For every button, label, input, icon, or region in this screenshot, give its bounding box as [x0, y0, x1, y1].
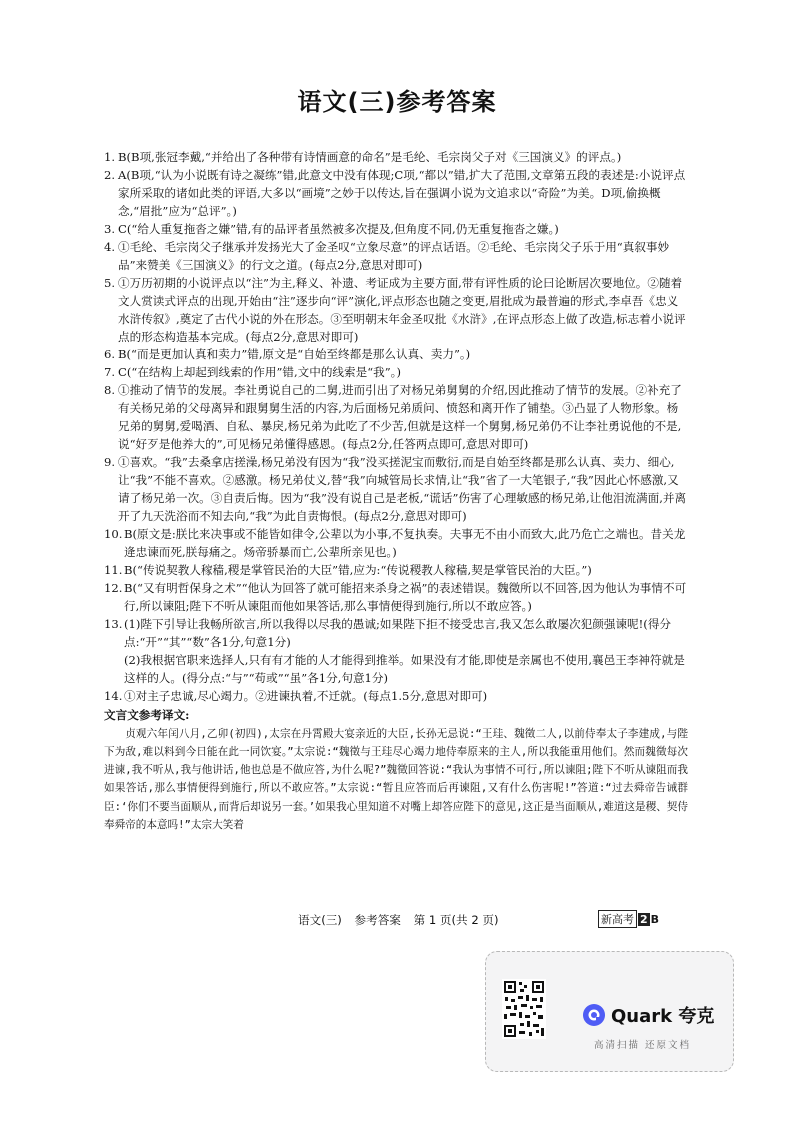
answer-text: B(“又有明哲保身之术”“他认为回答了就可能招来杀身之祸”的表述错误。魏徵所以不回答,因为他认为事情不可行,所以谏阻;陛下不听从谏阻而他如果答话,那么事情便得到施行,所以不敢应答。) — [124, 580, 687, 613]
answer-text: ①推动了情节的发展。李社勇说自己的二舅,进而引出了对杨兄弟舅舅的介绍,因此推动了情节的发展。②补充了有关杨兄弟的父母离异和跟舅舅生活的内容,为后面杨兄弟质问、愤怒和离开作了铺垫。③凸显了人物形象。杨兄弟的舅舅,爱喝酒、自私、暴戾,杨兄弟为此吃了不少苦,但就是这样一个舅舅,杨兄弟仍不让李社勇说他的不是,说“好歹是他养大的”,可见杨兄弟懂得感恩。(每点2分,任答两点即可,意思对即可) — [118, 383, 682, 452]
exam-badge — [598, 910, 659, 928]
quark-brand — [582, 1002, 714, 1028]
quark-watermark[interactable] — [485, 951, 734, 1072]
answer-number: 9. — [104, 455, 116, 470]
answer-text: B(原文是:朕比来决事或不能皆如律令,公辈以为小事,不复执奏。夫事无不由小而致大,此乃危亡之端也。昔关龙逄忠谏而死,朕每痛之。炀帝骄暴而亡,公辈所亲见也。) — [124, 527, 686, 559]
answer-item — [104, 167, 688, 221]
answer-number: 8. — [104, 383, 116, 398]
answer-number: 1. — [104, 150, 116, 164]
answer-item — [104, 382, 688, 454]
answer-item — [104, 580, 688, 616]
answer-text: ①毛纶、毛宗岗父子继承并发扬光大了金圣叹“立象尽意”的评点话语。②毛纶、毛宗岗父子乐于用“真叙事妙品”来赞美《三国演义》的行文之道。(每点2分,意思对即可) — [118, 239, 670, 272]
answer-text: A(B项,“认为小说既有诗之凝练”错,此意文中没有体现;C项,“都以”错,扩大了范围,文章第五段的表述是:小说评点家所采取的诸如此类的评语,大多以“画境”之妙于以传达,旨在强调小说为文追求以“奇险”为美。D项,偷换概念,“眉批”应为“总评”。) — [118, 167, 686, 218]
answer-text: ①万历初期的小说评点以“注”为主,释义、补遗、考证成为主要方面,带有评性质的论曰论断居次要地位。②随着文人赏读式评点的出现,开始由“注”逐步向“评”演化,评点形态也随之变更,眉批成为最普遍的形式,李卓吾《忠义水浒传叙》,奠定了古代小说的外在形态。③至明朝末年金圣叹批《水浒》,在评点形态上做了改造,标志着小说评点的形态构造基本完成。(每点2分,意思对即可) — [118, 275, 686, 344]
answer-number: 10. — [104, 527, 123, 542]
answer-text: (2)我根据官职来选择人,只有有才能的人才能得到推举。如果没有才能,即使是亲属也不使用,襄邑王李神符就是这样的人。(得分点:“与”“苟或”“虽”各1分,句意1分) — [124, 652, 685, 685]
answer-item — [104, 149, 688, 167]
answer-text: C(“在结构上却起到线索的作用”错,文中的线索是“我”。) — [118, 365, 401, 380]
quark-logo-icon — [582, 1003, 606, 1027]
footer-doc: 参考答案 — [354, 913, 401, 927]
answer-item — [104, 239, 688, 275]
answer-text: ①对主子忠诚,尽心竭力。②进谏执着,不迁就。(每点1.5分,意思对即可) — [124, 688, 488, 703]
answer-text: B(“而是更加认真和卖力”错,原文是“自始至终都是那么认真、卖力”。) — [118, 347, 471, 362]
answer-number: 3. — [104, 221, 116, 236]
page-title: 语文(三)参考答案 — [297, 88, 497, 116]
answer-item — [104, 454, 688, 526]
answer-item — [104, 652, 688, 688]
answer-number: 11. — [104, 562, 123, 577]
translation-heading: 文言文参考译文: — [104, 707, 190, 722]
answer-number: 6. — [104, 347, 116, 362]
answer-item — [104, 364, 688, 382]
footer-subject: 语文(三) — [298, 913, 342, 927]
answer-item — [104, 526, 688, 562]
answer-number: 13. — [104, 616, 123, 631]
answer-text: (1)陛下引导让我畅所欲言,所以我得以尽我的愚诚;如果陛下拒不接受忠言,我又怎么敢屡次犯颜强谏呢!(得分点:“开”“其”“数”各1分,句意1分) — [124, 616, 672, 649]
answer-number: 2. — [104, 167, 116, 182]
answer-item — [104, 346, 688, 364]
footer-page-number: 第 1 页(共 2 页) — [413, 913, 499, 927]
answer-item — [104, 688, 688, 706]
answer-text: B(“传说契教人稼穑,稷是掌管民治的大臣”错,应为:“传说稷教人稼穑,契是掌管民治的大臣。”) — [124, 562, 592, 577]
quark-slogan: 高清扫描 还原文档 — [594, 1040, 692, 1051]
answer-item — [104, 562, 688, 580]
answer-text: ①喜欢。“我”去桑拿店搓澡,杨兄弟没有因为“我”没买搓泥宝而敷衍,而是自始至终都是那么认真、卖力、细心,让“我”不能不喜欢。②感激。杨兄弟仗义,替“我”向城管局长求情,让“我”省了一大笔银子,“我”因此心怀感激,又请了杨兄弟一次。③自责后悔。因为“我”没有说自己是老板,“谎话”伤害了心理敏感的杨兄弟,让他泪流满面,并离开了九天洗浴而不知去向,“我”为此自责悔恨。(每点2分,意思对即可) — [118, 455, 687, 524]
answer-content — [104, 149, 688, 834]
qr-code-icon — [502, 979, 546, 1039]
badge-number: 2 — [640, 912, 648, 926]
badge-letter: B — [650, 912, 660, 926]
answer-item — [104, 221, 688, 239]
page-footer — [298, 912, 508, 928]
translation-text: 贞观六年闰八月,乙卯(初四),太宗在丹霄殿大宴亲近的大臣,长孙无忌说:“王珪、魏徵二人,以前侍奉太子李建成,与陛下为敌,难以料到今日能在此一同饮宴。”太宗说:“魏徵与王珪尽心竭力地侍奉原来的主人,所以我能重用他们。然而魏徵每次进谏,我不听从,我与他讲话,他也总是不做应答,为什么呢?”魏徵回答说:“我认为事情不可行,所以谏阻;陛下不听从谏阻而我如果答话,那么事情便得到施行,所以不敢应答。”太宗说:“暂且应答而后再谏阻,又有什么伤害呢!”答道:“过去舜帝告诫群臣:‘你们不要当面顺从,而背后却说另一套。’如果我心里知道不对嘴上却答应陛下的意见,这正是当面顺从,难道这是稷、契侍奉舜帝的本意吗!”太宗大笑着 — [104, 727, 688, 831]
quark-brand-name: Quark 夸克 — [611, 1006, 715, 1027]
answer-number: 4. — [104, 239, 116, 254]
answer-item — [104, 275, 688, 347]
badge-label: 新高考 — [598, 910, 637, 928]
answer-item — [104, 616, 688, 652]
answer-number: 7. — [104, 365, 116, 380]
answer-text: B(B项,张冠李戴,“并给出了各种带有诗情画意的命名”是毛纶、毛宗岗父子对《三国演义》的评点。) — [118, 150, 622, 164]
answer-text: C(“给人重复拖沓之嫌”错,有的品评者虽然被多次提及,但角度不同,仍无重复拖沓之嫌。) — [118, 221, 559, 236]
answer-number: 5. — [104, 275, 116, 290]
answer-number: 14. — [104, 688, 123, 703]
answer-number: 12. — [104, 580, 123, 595]
